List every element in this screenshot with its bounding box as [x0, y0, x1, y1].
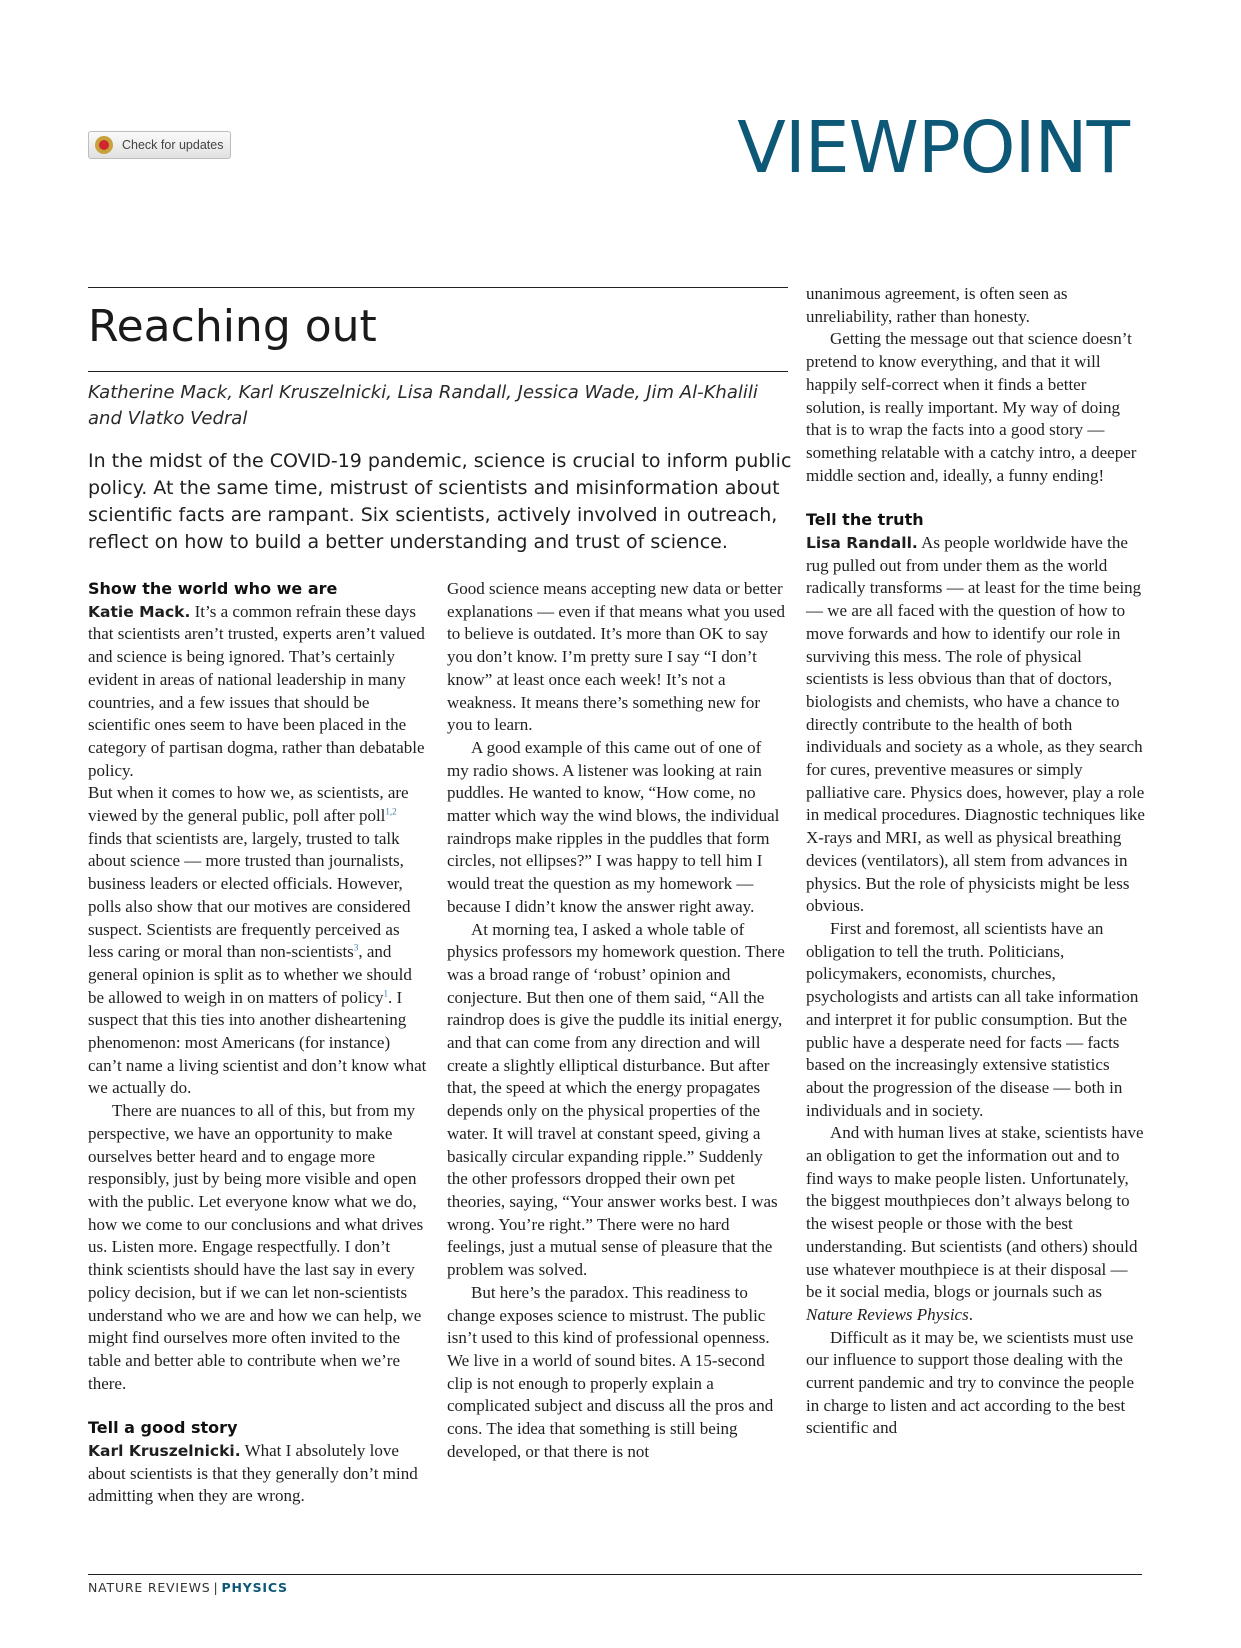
crossmark-icon — [95, 136, 113, 154]
title-rule-top — [88, 287, 788, 288]
paragraph: Karl Kruszelnicki. What I absolutely love about scientists is that they generally don’t mind admitting when they are wrong. — [88, 1441, 418, 1506]
footer-separator: | — [213, 1580, 219, 1595]
running-footer — [88, 1580, 288, 1595]
reference-link[interactable]: 1,2 — [385, 806, 397, 817]
check-for-updates-button[interactable] — [88, 131, 231, 159]
journal-section: PHYSICS — [221, 1580, 288, 1595]
journal-name: NATURE REVIEWS — [88, 1580, 211, 1595]
section-heading: Show the world who we are — [88, 579, 338, 598]
paragraph: At morning tea, I asked a whole table of physics professors my homework question. There was a broad range of ‘robust’ opinion and conjecture. But then one of them said, “All the raindrop does is give the puddle its initial energy, and that can come from any direction and will create a slightly elliptical disturbance. But after that, the speed at which the energy propagates depends only on the physical properties of the water. It will travel at constant speed, giving a basically circular expanding ripple.” Suddenly the other professors dropped their own pet theories, saying, “Your answer works best. I was wrong. You’re right.” There were no hard feelings, just a mutual sense of pleasure that the problem was solved. — [447, 919, 785, 1280]
paragraph: And with human lives at stake, scientists have an obligation to get the information out and to find ways to make people listen. Unfortunately, the biggest mouthpieces don’t always belong to the wisest people or those with the best understanding. But scientists (and others) should use whatever mouthpiece is at their disposal — be it social media, blogs or journals such as Nature Reviews Physics. — [806, 1123, 1144, 1324]
speaker-name: Lisa Randall. — [806, 534, 918, 553]
paragraph: But here’s the paradox. This readiness to change exposes science to mistrust. The public isn’t used to this kind of professional openness. We live in a world of sound bites. A 15-second clip is not enough to properly explain a complicated subject and discuss all the pros and cons. The idea that something is still being developed, or that there is not — [447, 1282, 774, 1461]
journal-name: Nature Reviews Physics — [806, 1304, 969, 1324]
paragraph: Good science means accepting new data or better explanations — even if that means what you used to believe is outdated. It’s more than OK to say you don’t know. I’m pretty sure I say “I don’t know” at least once each week! It’s not a weakness. It means there’s something new for you to learn. — [447, 579, 786, 735]
speaker-name: Karl Kruszelnicki. — [88, 1442, 241, 1461]
title-rule-bottom — [88, 371, 788, 372]
standfirst: In the midst of the COVID-19 pandemic, science is crucial to inform public policy. At the same time, mistrust of scientists and misinformation about scientific facts are rampant. Six scientists, actively involved in outreach, reflect on how to build a better understanding and trust of science. — [88, 450, 792, 553]
paragraph: First and foremost, all scientists have an obligation to tell the truth. Politicians, policymakers, economists, churches, psychologists and artists can all take information and interpret it for public consumption. But the public have a desperate need for facts — facts based on the increasingly extensive statistics about the progression of the disease — both in individuals and in society. — [806, 918, 1139, 1120]
paragraph: unanimous agreement, is often seen as unreliability, rather than honesty. — [806, 284, 1068, 326]
footer-rule — [88, 1574, 1142, 1575]
body-column-1 — [88, 578, 428, 1508]
paragraph: A good example of this came out of one of my radio shows. A listener was looking at rain puddles. He wanted to know, “How come, no matter which way the wind blows, the individual raindrops make ripples in the puddles that form circles, not ellipses?” I was happy to tell him I would treat the question as my homework — because I didn’t know the answer right away. — [447, 737, 780, 916]
article-title: Reaching out — [88, 301, 377, 352]
section-label: VIEWPOINT — [737, 106, 1129, 189]
section-heading: Tell a good story — [88, 1418, 238, 1438]
paragraph: Lisa Randall. As people worldwide have the rug pulled out from under them as the world radically transforms — at least for the time being — we are all faced with the question of how to move forwards and how to identify our role in surviving this mess. The role of physical scientists is less obvious than that of doctors, biologists and chemists, who have a chance to directly contribute to the health of both individuals and society as a whole, as they search for cures, preventive measures or simply palliative care. Physics does, however, play a role in medical procedures. Diagnostic techniques like X-rays and MRI, as well as physical breathing devices (ventilators), all stem from advances in physics. But the role of physicists might be less obvious. — [806, 533, 1145, 916]
section-heading: Tell the truth — [806, 510, 924, 530]
body-column-3 — [806, 283, 1146, 1440]
reference-link[interactable]: 3 — [353, 942, 359, 953]
check-for-updates-label: Check for updates — [122, 138, 224, 152]
reference-link[interactable]: 1 — [383, 988, 389, 998]
paragraph: But when it comes to how we, as scientists, are viewed by the general public, poll after poll$^{1,2}$ finds that scientists are, largely, trusted to talk about science — more trusted than journalists, business leaders or elected officials. However, polls also show that our motives are considered suspect. Scientists are frequently perceived as less caring or moral than non-scientists$^3$, and general opinion is split as to whether we should be allowed to weigh in on matters of policy$^1$. I suspect that this ties into another disheartening phenomenon: most Americans (for instance) can’t name a living scientist and don’t know what we actually do. — [88, 783, 427, 1098]
paragraph: There are nuances to all of this, but from my perspective, we have an opportunity to make ourselves better heard and to engage more responsibly, just by being more visible and open with the public. Let everyone know what we do, how we come to our conclusions and what drives us. Listen more. Engage respectfully. I don’t think scientists should have the last say in every policy decision, but if we can let non-scientists understand who we are and how we can help, we might find ourselves more often invited to the table and better able to contribute when we’re there. — [88, 1101, 424, 1393]
author-list: Katherine Mack, Karl Kruszelnicki, Lisa Randall, Jessica Wade, Jim Al-Khalili and Vlatko Vedral — [88, 382, 758, 429]
body-column-2 — [447, 578, 787, 1463]
paragraph: Difficult as it may be, we scientists must use our influence to support those dealing with the current pandemic and try to convince the people in charge to listen and act according to the best scientific and — [806, 1327, 1135, 1438]
paragraph: Getting the message out that science doesn’t pretend to know everything, and that it will happily self-correct when it finds a better solution, is really important. My way of doing that is to wrap the facts into a good story — something relatable with a catchy intro, a deeper middle section and, ideally, a funny ending! — [806, 329, 1137, 485]
paragraph: Katie Mack. It’s a common refrain these days that scientists aren’t trusted, experts aren’t valued and science is being ignored. That’s certainly evident in areas of national leadership in many countries, and a few issues that should be scientific ones seem to have been placed in the category of partisan dogma, rather than debatable policy. — [88, 601, 425, 780]
speaker-name: Katie Mack. — [88, 602, 191, 621]
